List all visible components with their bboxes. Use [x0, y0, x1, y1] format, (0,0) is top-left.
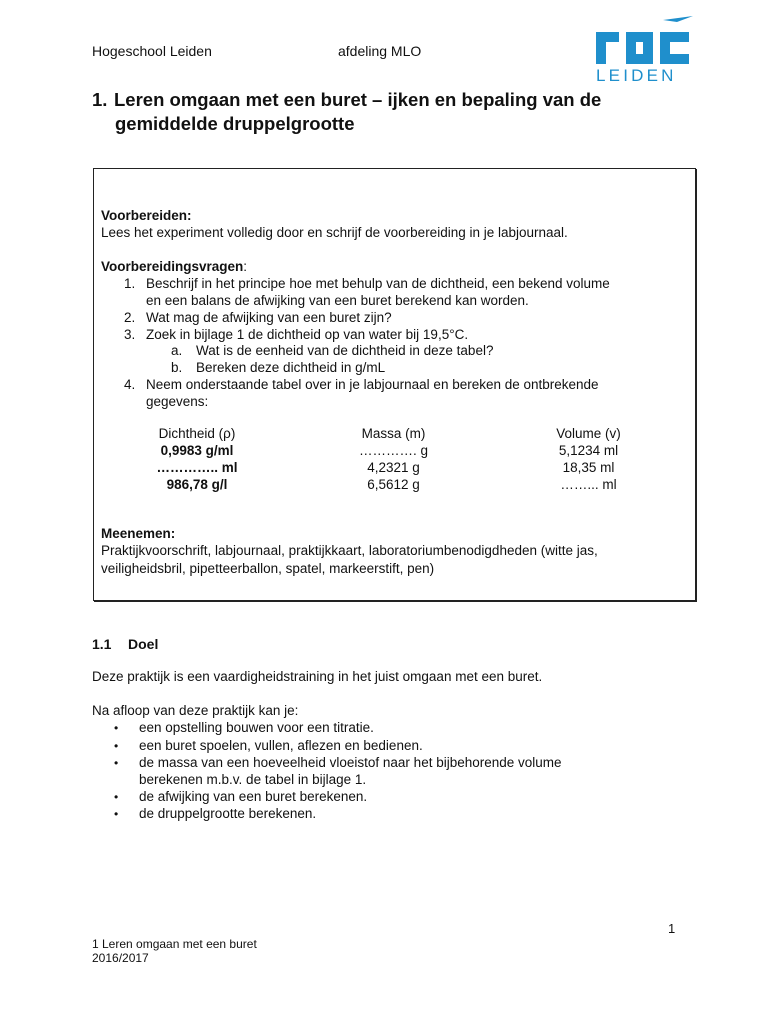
bring-line-1: Praktijkvoorschrift, labjournaal, praktijkkaart, laboratoriumbenodigdheden (witte jas,: [101, 543, 598, 558]
page-number: 1: [668, 921, 676, 936]
question-2: [124, 309, 392, 326]
table-row: [101, 459, 681, 476]
list-item-text: een buret spoelen, vullen, aflezen en bedienen.: [139, 738, 423, 753]
section-title: Doel: [128, 636, 159, 652]
table-cell-volume: 18,35 ml: [562, 460, 615, 475]
table-row: [101, 476, 681, 493]
density-table: [101, 425, 681, 493]
questions-heading: [101, 258, 247, 275]
question-1-number: 1.: [124, 276, 136, 291]
bullet-icon: •: [114, 756, 119, 770]
question-4-number: 4.: [124, 377, 136, 392]
table-cell-density: 986,78 g/l: [166, 477, 228, 492]
question-3a-letter: a.: [171, 343, 183, 358]
header-school: Hogeschool Leiden: [92, 43, 212, 59]
bullet-icon: •: [114, 807, 119, 821]
question-3a-text: Wat is de eenheid van de dichtheid in deze tabel?: [196, 343, 494, 358]
list-item: [114, 754, 562, 772]
question-1: [124, 275, 610, 292]
footer-line-2: 2016/2017: [92, 951, 149, 965]
footer-line-1: 1 Leren omgaan met een buret: [92, 937, 257, 951]
prep-heading: Voorbereiden:: [101, 208, 192, 223]
question-4: [124, 376, 599, 393]
questions-heading-label: Voorbereidingsvragen: [101, 259, 244, 274]
question-1-line-1: Beschrijf in het principe hoe met behulp van de dichtheid, een bekend volume: [146, 276, 610, 291]
list-item-text: de druppelgrootte berekenen.: [139, 806, 317, 821]
list-item-continuation: berekenen m.b.v. de tabel in bijlage 1.: [139, 772, 367, 787]
list-item-text: een opstelling bouwen voor een titratie.: [139, 720, 374, 735]
question-3b-letter: b.: [171, 360, 183, 375]
table-cell-volume: ……... ml: [560, 477, 617, 492]
list-item: [114, 719, 374, 737]
title-number: 1.: [92, 89, 108, 110]
roc-leiden-logo: [593, 14, 695, 84]
column-header-density: Dichtheid (ρ): [158, 426, 236, 441]
table-header-row: [101, 425, 681, 442]
table-cell-mass: …………. g: [358, 443, 428, 458]
question-4-line-1: Neem onderstaande tabel over in je labjournaal en bereken de ontbrekende: [146, 377, 599, 392]
question-3: [124, 326, 468, 343]
question-2-text: Wat mag de afwijking van een buret zijn?: [146, 310, 392, 325]
table-cell-mass: 6,5612 g: [367, 477, 420, 492]
list-item: [114, 805, 316, 823]
table-cell-mass: 4,2321 g: [367, 460, 420, 475]
question-3-text: Zoek in bijlage 1 de dichtheid op van water bij 19,5°C.: [146, 327, 469, 342]
table-cell-density: ………….. ml: [156, 460, 238, 475]
table-row: [101, 442, 681, 459]
bullet-icon: •: [114, 739, 119, 753]
column-header-mass: Massa (m): [361, 426, 426, 441]
logo-text: LEIDEN: [596, 66, 677, 84]
list-item-text: de massa van een hoeveelheid vloeistof naar het bijbehorende volume: [139, 755, 562, 770]
question-3b-text: Bereken deze dichtheid in g/mL: [196, 360, 386, 375]
section-lead: Na afloop van deze praktijk kan je:: [92, 703, 299, 718]
table-cell-volume: 5,1234 ml: [558, 443, 619, 458]
section-intro: Deze praktijk is een vaardigheidstraining in het juist omgaan met een buret.: [92, 669, 543, 684]
table-cell-density: 0,9983 g/ml: [160, 443, 234, 458]
question-2-number: 2.: [124, 310, 136, 325]
questions-heading-colon: :: [243, 259, 248, 274]
document-title: [92, 88, 702, 136]
header-department: afdeling MLO: [338, 43, 422, 59]
list-item: [114, 788, 367, 806]
title-line-1: Leren omgaan met een buret – ijken en bepaling van de: [114, 89, 602, 110]
question-3b: [171, 359, 385, 376]
bring-line-2: veiligheidsbril, pipetteerballon, spatel, markeerstift, pen): [101, 561, 435, 576]
question-3-number: 3.: [124, 327, 136, 342]
prep-text: Lees het experiment volledig door en schrijf de voorbereiding in je labjournaal.: [101, 225, 568, 240]
bullet-icon: •: [114, 721, 119, 735]
section-number: 1.1: [92, 636, 112, 652]
roc-logo-graphic: [593, 14, 695, 84]
question-1-line-2: en een balans de afwijking van een buret berekend kan worden.: [146, 293, 529, 308]
bullet-icon: •: [114, 790, 119, 804]
question-3a: [171, 342, 493, 359]
question-4-line-2: gegevens:: [146, 394, 209, 409]
column-header-volume: Volume (v): [556, 426, 621, 441]
bring-heading: Meenemen:: [101, 526, 176, 541]
title-line-2: gemiddelde druppelgrootte: [115, 113, 355, 134]
list-item: [114, 737, 423, 755]
list-item-text: de afwijking van een buret berekenen.: [139, 789, 368, 804]
